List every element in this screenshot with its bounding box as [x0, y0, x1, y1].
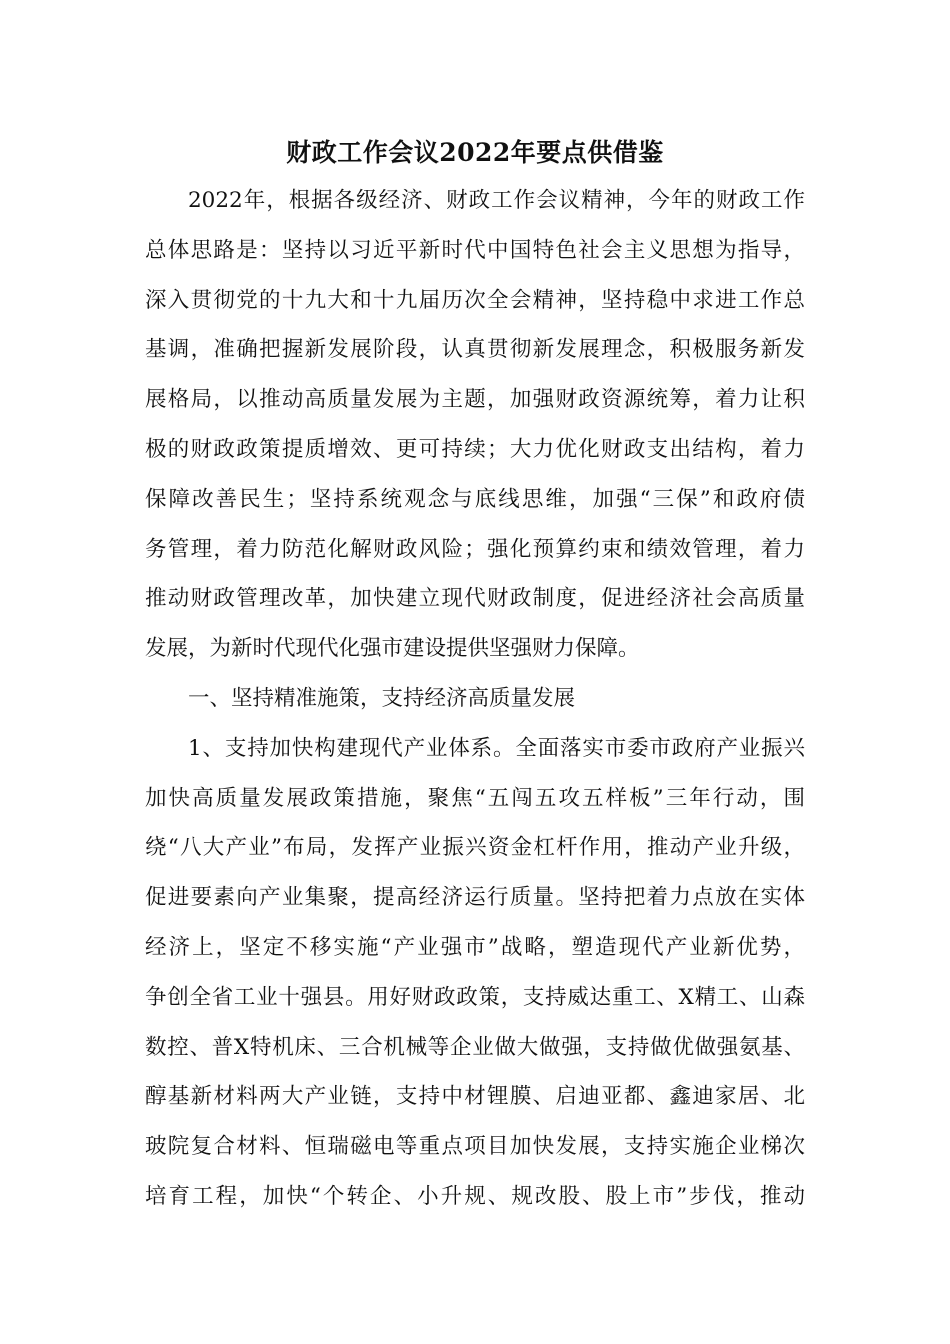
- paragraph-1-line: 务管理，着力防范化解财政风险；强化预算约束和绩效管理，着力: [145, 536, 805, 562]
- paragraph-1-line: 保障改善民生；坚持系统观念与底线思维，加强“三保”和政府债: [145, 486, 805, 512]
- paragraph-3-line: 醇基新材料两大产业链，支持中材锂膜、启迪亚都、鑫迪家居、北: [145, 1084, 805, 1110]
- paragraph-3-line: 绕“八大产业”布局，发挥产业振兴资金杠杆作用，推动产业升级，: [145, 835, 805, 861]
- paragraph-1-line: 推动财政管理改革，加快建立现代财政制度，促进经济社会高质量: [145, 586, 805, 612]
- document-title: 财政工作会议2022年要点供借鉴: [286, 138, 664, 167]
- paragraph-1-line: 2022年，根据各级经济、财政工作会议精神，今年的财政工作: [188, 188, 805, 213]
- paragraph-3-line: 经济上，坚定不移实施“产业强市”战略，塑造现代产业新优势，: [145, 934, 805, 960]
- document-body: [145, 176, 805, 1222]
- paragraph-1-line: 总体思路是：坚持以习近平新时代中国特色社会主义思想为指导，: [145, 237, 805, 263]
- paragraph-3-line: 1、支持加快构建现代产业体系。全面落实市委市政府产业振兴: [188, 735, 805, 761]
- paragraph-3-line: 培育工程，加快“个转企、小升规、规改股、股上市”步伐，推动: [145, 1183, 805, 1209]
- paragraph-3-line: 争创全省工业十强县。用好财政政策，支持威达重工、X精工、山森: [145, 984, 805, 1010]
- paragraph-1-line: 展格局，以推动高质量发展为主题，加强财政资源统筹，着力让积: [145, 387, 805, 413]
- paragraph-1-line: 基调，准确把握新发展阶段，认真贯彻新发展理念，积极服务新发: [145, 337, 805, 363]
- paragraph-1-line: 深入贯彻党的十九大和十九届历次全会精神，坚持稳中求进工作总: [145, 287, 805, 313]
- paragraph-3-line: 数控、普X特机床、三合机械等企业做大做强，支持做优做强氨基、: [145, 1034, 805, 1060]
- section-heading: 一、坚持精准施策，支持经济高质量发展: [188, 685, 576, 711]
- paragraph-3-line: 促进要素向产业集聚，提高经济运行质量。坚持把着力点放在实体: [145, 885, 805, 911]
- paragraph-3-line: 玻院复合材料、恒瑞磁电等重点项目加快发展，支持实施企业梯次: [145, 1134, 805, 1160]
- paragraph-1-line: 极的财政政策提质增效、更可持续；大力优化财政支出结构，着力: [145, 436, 805, 462]
- paragraph-1-line: 发展，为新时代现代化强市建设提供坚强财力保障。: [145, 636, 640, 662]
- paragraph-3-line: 加快高质量发展政策措施，聚焦“五闯五攻五样板”三年行动，围: [145, 785, 805, 811]
